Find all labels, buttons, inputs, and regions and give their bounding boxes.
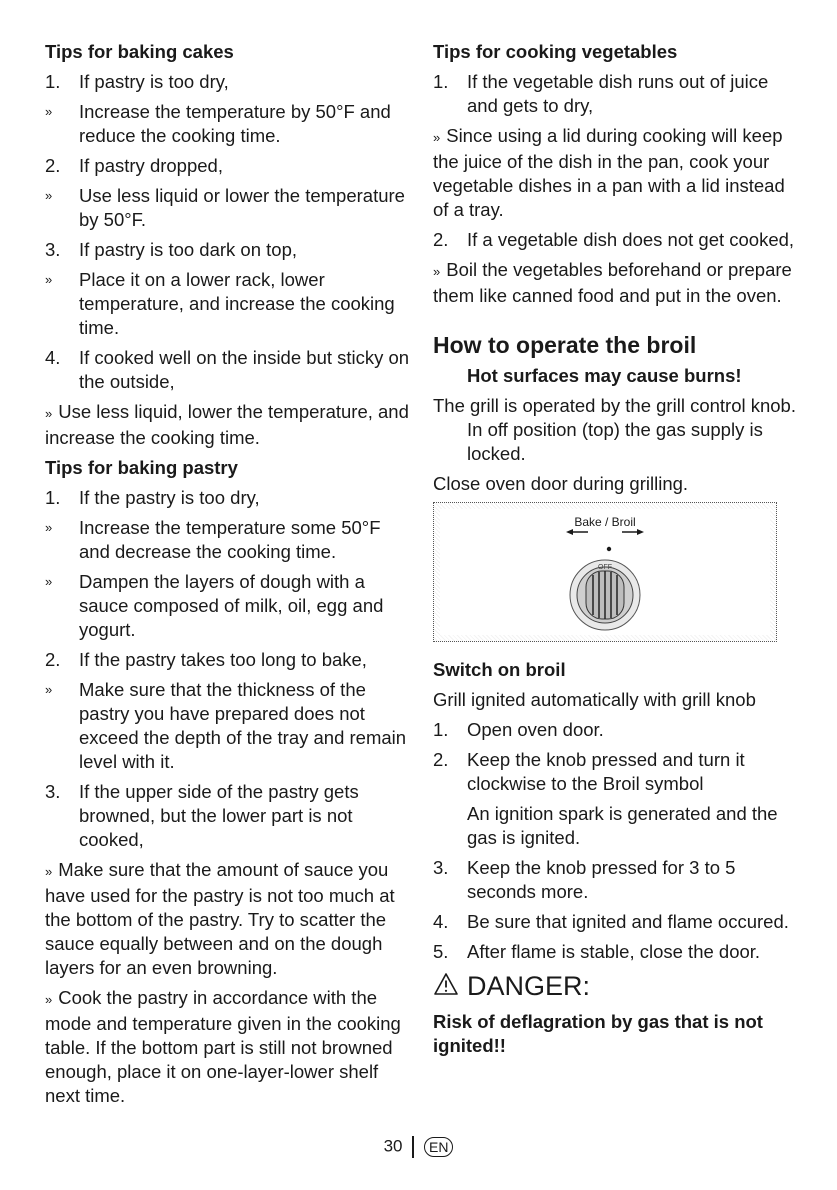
knob-off-label: OFF [598,564,612,571]
list-item: 2. If pastry dropped, [45,155,223,176]
step-item: 5. After flame is stable, close the door. [433,941,761,962]
indicator-dot [607,547,611,551]
tip-bullet: » Increase the temperature some 50°F and decrease the cooking time. [45,517,381,562]
list-item: 1. If the vegetable dish runs out of juice and gets to dry, [433,71,769,116]
list-item: 4. If cooked well on the inside but sticky on the outside, [45,347,410,392]
tip-bullet: » Place it on a lower rack, lower temperature, and increase the cooking time. [45,269,395,338]
switch-on-intro: Grill ignited automatically with grill knob [433,689,756,710]
list-item: 1. If pastry is too dry, [45,71,229,92]
tip-bullet: » Since using a lid during cooking will keep the juice of the dish in the pan, cook your vegetable dishes in a pan with a lid instead of a tray. [433,125,785,220]
control-knob-icon [570,560,640,630]
list-item: 2. If a vegetable dish does not get cooked, [433,229,795,250]
page-number: 30 [383,1136,403,1156]
tip-bullet: » Make sure that the thickness of the pastry you have prepared does not exceed the depth of the tray and remain level with it. [45,679,407,772]
knob-illustration [440,509,770,635]
page-footer [0,1134,837,1159]
right-column [433,40,803,1064]
switch-on-heading: Switch on broil [433,659,566,680]
list-item: 2. If the pastry takes too long to bake, [45,649,367,670]
step-item: 3. Keep the knob pressed for 3 to 5 seconds more. [433,857,736,902]
step-note: An ignition spark is generated and the gas is ignited. [467,803,778,848]
warning-triangle-icon [433,972,467,1001]
tip-bullet: » Make sure that the amount of sauce you have used for the pastry is not too much at the bottom of the pastry. Try to scatter the sauce equally between and on the dough layers for an even browning. [45,859,395,978]
tip-bullet: » Increase the temperature by 50°F and reduce the cooking time. [45,101,391,146]
danger-callout [433,970,803,1002]
danger-text: Risk of deflagration by gas that is not ignited!! [433,1011,763,1056]
tip-bullet: » Use less liquid, lower the temperature, and increase the cooking time. [45,401,409,448]
language-badge: EN [424,1137,453,1157]
vegetables-heading: Tips for cooking vegetables [433,41,678,62]
tip-bullet: » Cook the pastry in accordance with the mode and temperature given in the cooking table. If the bottom part is still not browned enough, place it on one-layer-lower shelf next time. [45,987,401,1106]
tip-bullet: » Boil the vegetables beforehand or prepare them like canned food and put in the oven. [433,259,792,306]
step-item: 1. Open oven door. [433,719,604,740]
list-item: 3. If pastry is too dark on top, [45,239,297,260]
burn-warning: Hot surfaces may cause burns! [467,365,742,386]
list-item: 3. If the upper side of the pastry gets browned, but the lower part is not cooked, [45,781,359,850]
left-arrow-icon [566,529,588,535]
broil-door-note: Close oven door during grilling. [433,473,689,494]
danger-label: DANGER: [467,971,591,1001]
list-item: 1. If the pastry is too dry, [45,487,260,508]
footer-divider [412,1136,414,1158]
broil-heading: How to operate the broil [433,332,697,358]
bake-broil-label: Bake / Broil [574,515,636,529]
cakes-heading: Tips for baking cakes [45,41,234,62]
pastry-heading: Tips for baking pastry [45,457,238,478]
tip-bullet: » Dampen the layers of dough with a sauce composed of milk, oil, egg and yogurt. [45,571,384,640]
step-item: 4. Be sure that ignited and flame occured. [433,911,789,932]
right-arrow-icon [622,529,644,535]
left-column [45,40,410,1114]
tip-bullet: » Use less liquid or lower the temperature by 50°F. [45,185,405,230]
step-item: 2. Keep the knob pressed and turn it clockwise to the Broil symbol [433,749,745,794]
broil-description: The grill is operated by the grill control knob. In off position (top) the gas supply is locked. [433,395,796,464]
broil-knob-figure [433,502,777,642]
